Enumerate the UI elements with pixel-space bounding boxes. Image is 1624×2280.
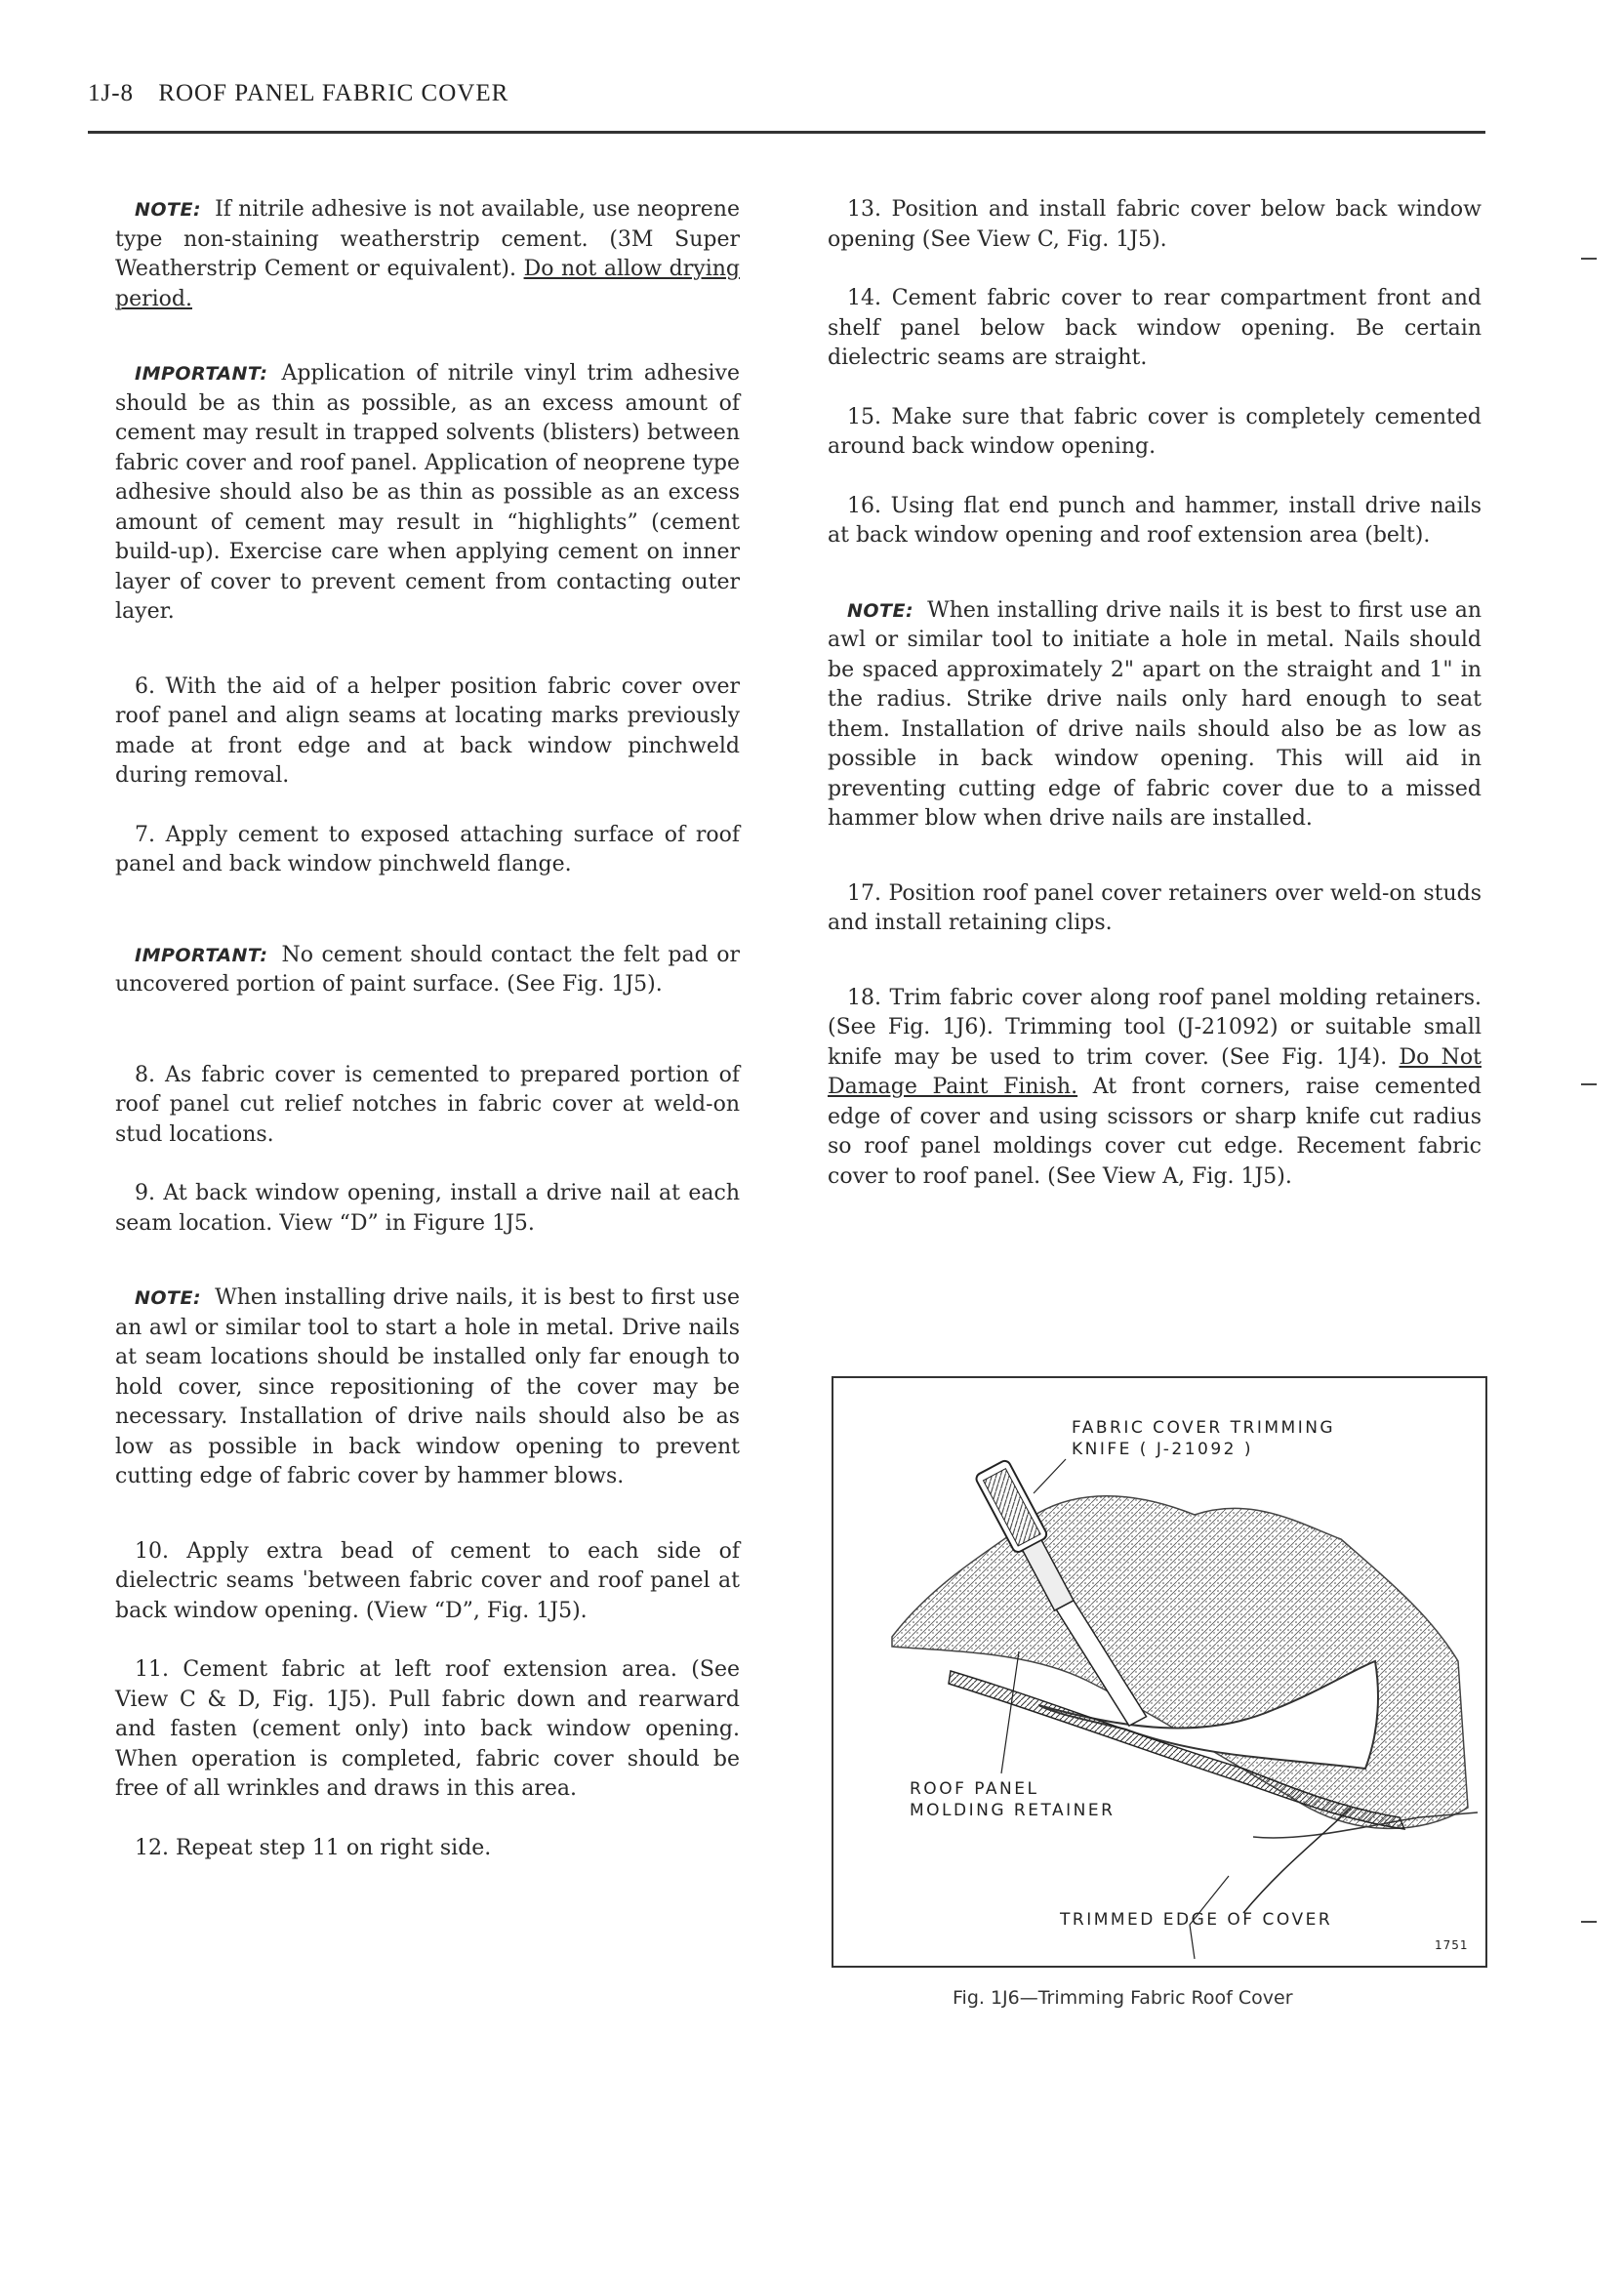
- step-6: 6. With the aid of a helper position fabric cover over roof panel and align seams at locating marks previously made at front edge and at back window pinchweld during removal.: [115, 673, 740, 788]
- note-paragraph-3: [828, 596, 1482, 835]
- step-12: 12. Repeat step 11 on right side.: [135, 1835, 492, 1860]
- page-number: 1J-8: [88, 80, 135, 106]
- figure-caption: Fig. 1J6—Trimming Fabric Roof Cover: [953, 1987, 1293, 2009]
- important-text: Application of nitrile vinyl trim adhesive should be as thin as possible, as an excess amount of cement may result in trapped solvents (blisters) between fabric cover and roof panel. Application of neoprene type adhesive should also be as thin as possible as an excess amount of cement may result in “highlights” (cement build-up). Exercise care when applying cement on inner layer of cover to prevent cement from contacting outer layer.: [115, 361, 740, 624]
- margin-mark: [1581, 1083, 1597, 1085]
- step-14: 14. Cement fabric cover to rear compartment front and shelf panel below back window opening. Be certain dielectric seams are straight.: [828, 286, 1482, 370]
- knife-label-line-1: FABRIC COVER TRIMMING: [1072, 1418, 1336, 1438]
- retainer-label: [910, 1778, 1115, 1821]
- knife-label-line-2: KNIFE ( J-21092 ): [1072, 1440, 1253, 1459]
- note-text-3: When installing drive nails it is best to first use an awl or similar tool to initiate a hole in metal. Nails should be spaced approximately 2" apart on the straight and 1" in the radius. Strike drive nails only hard enough to seat them. Installation of drive nails should also be as low as possible in back window opening. This will aid in preventing cutting edge of fabric cover due to a missed hammer blow when drive nails are installed.: [828, 597, 1482, 831]
- step-18: [828, 984, 1482, 1193]
- right-column: [828, 195, 1482, 1192]
- important-paragraph: [115, 359, 740, 628]
- figure-1j6: [832, 1376, 1487, 1968]
- note-label: NOTE:: [135, 199, 202, 221]
- step-8: 8. As fabric cover is cemented to prepared portion of roof panel cut relief notches in fabric cover at weld-on stud locations.: [115, 1062, 740, 1147]
- figure-number: 1751: [1435, 1938, 1469, 1952]
- section-title: ROOF PANEL FABRIC COVER: [158, 80, 509, 106]
- step-10: 10. Apply extra bead of cement to each side of dielectric seams ˈbetween fabric cover and roof panel at back window opening. (View “D”, Fig. 1J5).: [115, 1538, 740, 1623]
- step-18-text-cont: At front corners, raise cemented edge of cover and using scissors or sharp knife cut radius so roof panel moldings cover cut edge. Recement fabric cover to roof panel. (See View A, Fig. 1J5).: [828, 1075, 1482, 1189]
- step-7: 7. Apply cement to exposed attaching surface of roof panel and back window pinchweld flange.: [115, 822, 740, 876]
- note-label-2: NOTE:: [135, 1287, 202, 1309]
- edge-label: TRIMMED EDGE OF COVER: [1060, 1910, 1333, 1930]
- retainer-label-line-2: MOLDING RETAINER: [910, 1801, 1116, 1820]
- step-18-underlined: Do Not Damage Paint Finish.: [828, 1044, 1482, 1099]
- header-rule: [88, 131, 1485, 134]
- important-label: IMPORTANT:: [135, 363, 268, 385]
- note-text-2: When installing drive nails, it is best to first use an awl or similar tool to start a hole in metal. Drive nails at seam locations should be installed only far enough to hold cover, since repositioning of the cover may be necessary. Installation of drive nails should also be as low as possible in back window opening to prevent cutting edge of fabric cover by hammer blows.: [115, 1285, 740, 1488]
- page-header: [88, 80, 508, 107]
- trimming-illustration: [833, 1378, 1485, 1966]
- step-18-text: 18. Trim fabric cover along roof panel molding retainers. (See Fig. 1J6). Trimming tool (J-21092) or suitable small knife may be used to trim cover. (See Fig. 1J4).: [828, 985, 1482, 1070]
- knife-leader-line: [1034, 1459, 1066, 1493]
- left-column: [115, 195, 740, 1863]
- retainer-leader-line: [1001, 1651, 1019, 1773]
- trimmed-edge-line: [1243, 1808, 1351, 1913]
- step-13: 13. Position and install fabric cover below back window opening (See View C, Fig. 1J5).: [828, 197, 1482, 252]
- important-paragraph-2: [115, 941, 740, 1000]
- step-11: 11. Cement fabric at left roof extension area. (See View C & D, Fig. 1J5). Pull fabric down and rearward and fasten (cement only) into back window opening. When operation is completed, fabric cover should be free of all wrinkles and draws in this area.: [115, 1657, 740, 1801]
- note-label-3: NOTE:: [847, 599, 914, 622]
- retainer-label-line-1: ROOF PANEL: [910, 1779, 1039, 1799]
- note-underlined-text: Do not allow drying period.: [115, 257, 740, 311]
- step-9: 9. At back window opening, install a drive nail at each seam location. View “D” in Figure 1J5.: [115, 1181, 740, 1236]
- note-paragraph: [115, 195, 740, 314]
- margin-mark: [1581, 1921, 1597, 1923]
- important-label-2: IMPORTANT:: [135, 944, 268, 966]
- margin-mark: [1581, 258, 1597, 260]
- important-text-2: No cement should contact the felt pad or uncovered portion of paint surface. (See Fig. 1J5).: [115, 942, 740, 997]
- note-paragraph-2: [115, 1283, 740, 1492]
- note-text: If nitrile adhesive is not available, use neoprene type non-staining weatherstrip cement. (3M Super Weatherstrip Cement or equivalent).: [115, 197, 740, 281]
- step-15: 15. Make sure that fabric cover is completely cemented around back window opening.: [828, 404, 1482, 459]
- step-17: 17. Position roof panel cover retainers over weld-on studs and install retaining clips.: [828, 880, 1482, 935]
- knife-label: [1072, 1417, 1335, 1460]
- step-16: 16. Using flat end punch and hammer, install drive nails at back window opening and roof extension area (belt).: [828, 493, 1482, 548]
